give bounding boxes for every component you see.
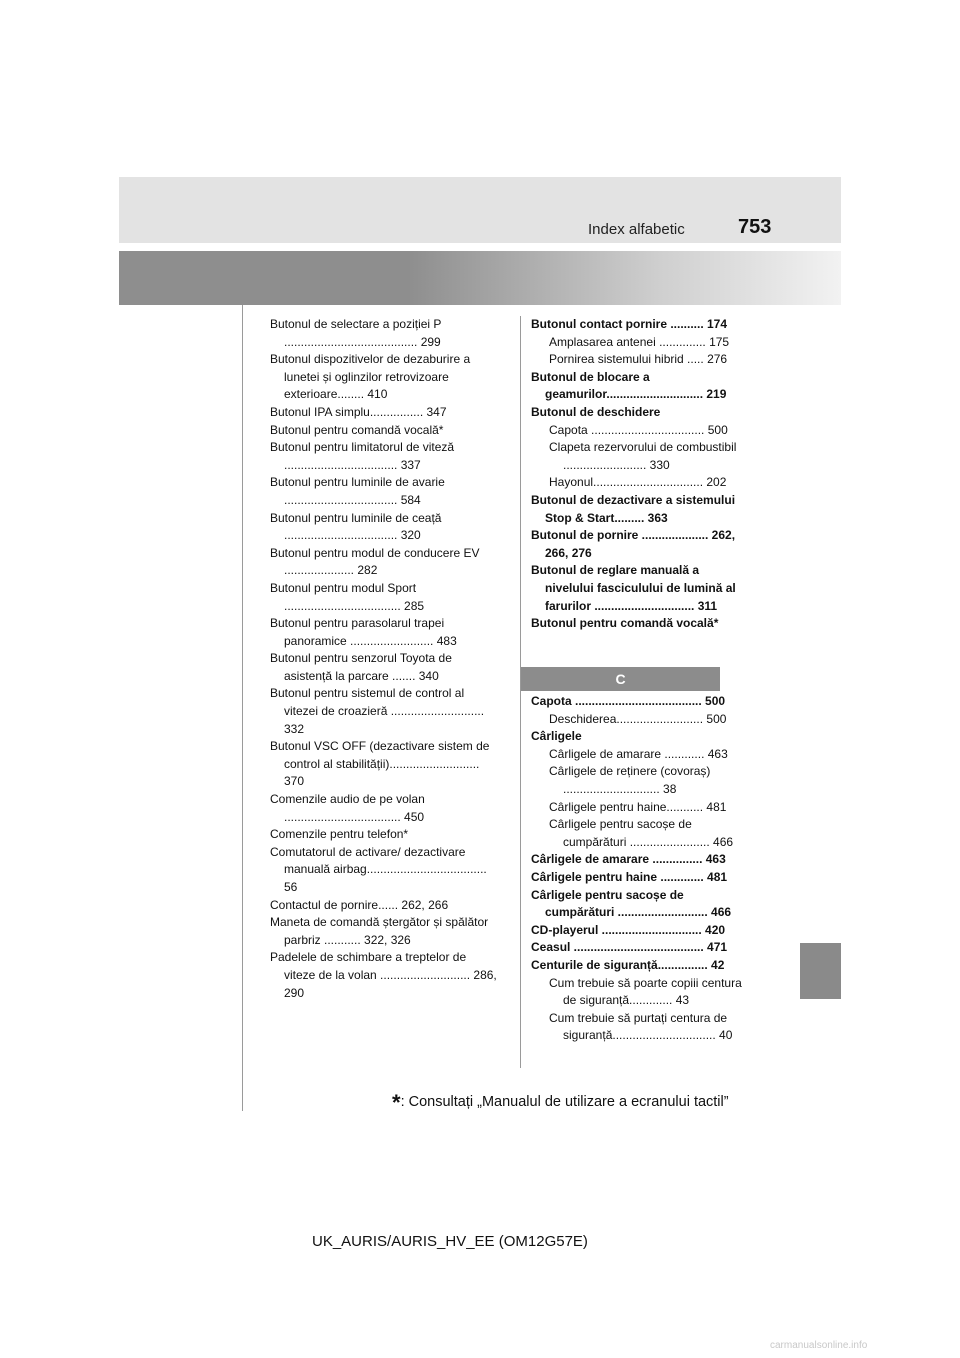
header-bar	[119, 177, 841, 243]
index-column-right-bottom	[531, 693, 750, 1045]
index-entry: Clapeta rezervorului de combustibil ......................... 330	[549, 440, 737, 472]
index-entry: Butonul pentru luminile de ceață .................................. 320	[270, 510, 442, 543]
index-entry: Cum trebuie să purtați centura de siguranță............................... 40	[549, 1010, 733, 1043]
index-entry: Butonul de selectare a poziției P ........................................ 299	[270, 317, 442, 349]
index-entry: Pornirea sistemului hibrid ..... 276	[549, 352, 728, 367]
index-entry: Butonul VSC OFF (dezactivare sistem de control al stabilității)........................... 370	[270, 739, 490, 789]
index-entry: Cârligele	[531, 729, 582, 744]
column-divider	[520, 316, 521, 1068]
index-entry: Cârligele pentru haine........... 481	[549, 799, 727, 814]
index-entry: Cârligele pentru sacoșe de cumpărături ........................ 466	[549, 817, 734, 849]
index-entry: Padelele de schimbare a treptelor de viteze de la volan ........................... 286, 290	[270, 950, 497, 1000]
index-entry: Contactul de pornire...... 262, 266	[270, 897, 449, 912]
index-entry: Butonul de pornire .................... 262, 266, 276	[531, 528, 736, 560]
index-entry: Capota ...................................... 500	[531, 694, 726, 708]
index-entry: Butonul de deschidere	[531, 404, 661, 419]
index-entry: Comenzile pentru telefon*	[270, 827, 409, 842]
index-entry: Butonul pentru luminile de avarie .................................. 584	[270, 475, 445, 507]
margin-line	[242, 305, 243, 1111]
index-entry: Cârligele pentru haine ............. 481	[531, 869, 728, 884]
index-entry: CD-playerul .............................. 420	[531, 922, 726, 937]
chapter-tab	[800, 943, 841, 999]
index-entry: Butonul de dezactivare a sistemului Stop & Start......... 363	[531, 492, 736, 525]
index-entry: Butonul pentru senzorul Toyota de asistență la parcare ....... 340	[270, 651, 452, 683]
index-entry: Butonul pentru modul de conducere EV ..................... 282	[270, 545, 480, 578]
index-entry: Comutatorul de activare/ dezactivare manuală airbag.................................... 56	[270, 844, 487, 894]
index-entry: Maneta de comandă ștergător și spălător parbriz ........... 322, 326	[270, 915, 489, 947]
index-entry: Cârligele de amarare ............... 463	[531, 852, 726, 867]
index-entry: Capota .................................. 500	[549, 422, 728, 437]
section-letter-c: C	[521, 667, 720, 691]
index-entry: Cârligele de reținere (covoraș) ............................. 38	[549, 764, 711, 796]
watermark: carmanualsonline.info	[770, 1340, 868, 1351]
index-entry: Butonul pentru comandă vocală*	[531, 616, 719, 631]
header-gradient-band	[119, 251, 841, 305]
footnote	[392, 1090, 729, 1116]
index-entry: Butonul pentru limitatorul de viteză .................................. 337	[270, 440, 455, 472]
index-entry: Butonul de blocare a geamurilor............................. 219	[531, 369, 727, 402]
index-entry: Butonul pentru modul Sport ................................... 285	[270, 580, 425, 613]
index-entry: Cum trebuie să poarte copiii centura de siguranță............. 43	[549, 975, 742, 1008]
page-number: 753	[738, 216, 772, 238]
document-code: UK_AURIS/AURIS_HV_EE (OM12G57E)	[312, 1233, 588, 1250]
index-column-right-top	[531, 316, 750, 633]
index-column-left	[270, 316, 499, 1002]
index-entry: Butonul pentru sistemul de control al vitezei de croazieră ............................ 332	[270, 686, 485, 736]
footnote-text: : Consultați „Manualul de utilizare a ecranului tactil”	[400, 1094, 729, 1110]
index-entry: Butonul de reglare manuală a nivelului fasciculului de lumină al farurilor .............................. 311	[531, 563, 736, 613]
index-entry: Cârligele pentru sacoșe de cumpărături ........................... 466	[531, 887, 732, 920]
footnote-marker: *	[392, 1090, 401, 1115]
index-entry: Butonul dispozitivelor de dezaburire a lunetei și oglinzilor retrovizoare exterioare........ 410	[270, 352, 471, 402]
index-entry: Deschiderea.......................... 500	[549, 711, 727, 726]
index-entry: Butonul pentru parasolarul trapei panoramice ......................... 483	[270, 616, 457, 648]
section-title: Index alfabetic	[588, 221, 685, 238]
index-entry: Hayonul................................. 202	[549, 475, 727, 490]
index-entry: Butonul IPA simplu................ 347	[270, 404, 447, 419]
index-entry: Cârligele de amarare ............ 463	[549, 746, 728, 761]
index-entry: Amplasarea antenei .............. 175	[549, 334, 730, 349]
index-entry: Centurile de siguranță............... 42	[531, 957, 725, 972]
index-entry: Comenzile audio de pe volan ................................... 450	[270, 792, 425, 824]
index-entry: Ceasul ....................................... 471	[531, 940, 728, 955]
index-entry: Butonul pentru comandă vocală*	[270, 422, 444, 437]
index-entry: Butonul contact pornire .......... 174	[531, 317, 728, 331]
